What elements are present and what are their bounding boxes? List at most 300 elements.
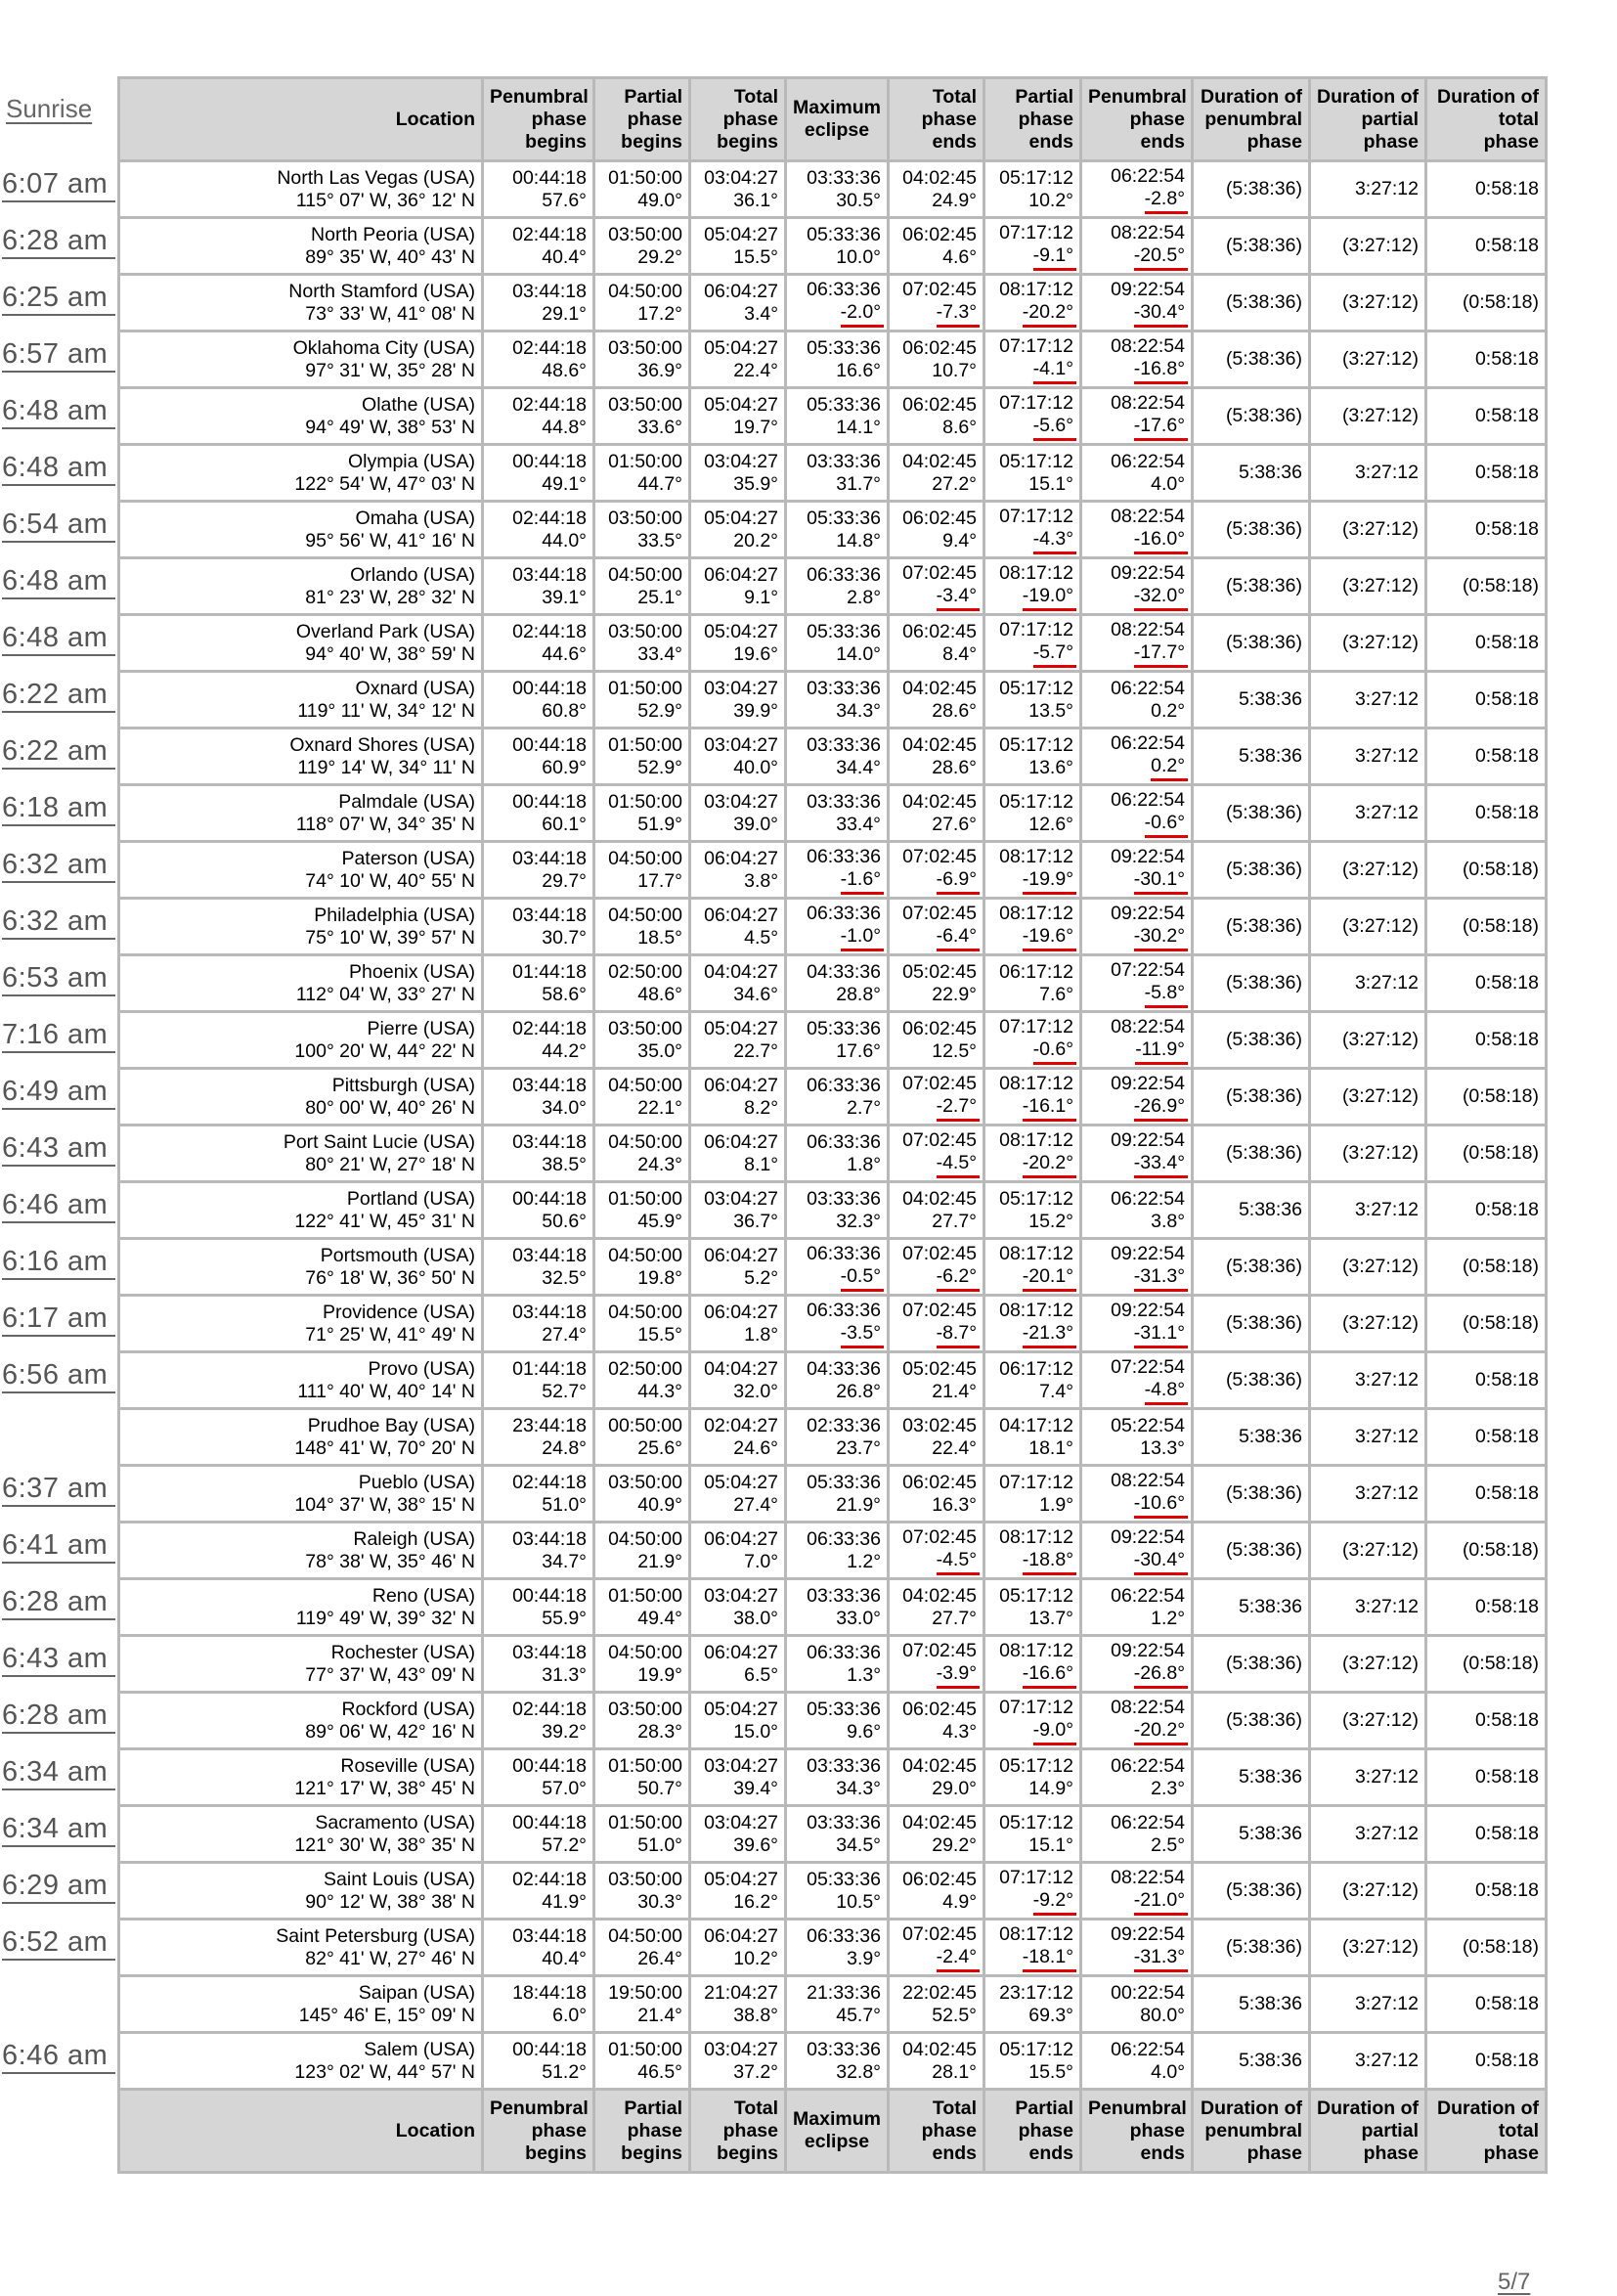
sunrise-time[interactable]: 6:49 am	[2, 1075, 115, 1110]
altitude-wrap	[490, 1664, 587, 1687]
location-coords: 78° 38' W, 35° 46' N	[305, 1550, 475, 1572]
sun-altitude: -7.3°	[937, 301, 980, 328]
phase-cell-pb	[483, 445, 594, 502]
phase-cell-te	[889, 1693, 984, 1749]
phase-cell-ab	[594, 1352, 690, 1409]
phase-cell-tb	[690, 1296, 786, 1352]
sun-altitude: -31.3°	[1134, 1265, 1188, 1292]
altitude-wrap	[896, 246, 977, 269]
sun-altitude: 52.7°	[542, 1380, 587, 1402]
phase-time: 03:04:27	[704, 1754, 778, 1777]
altitude-wrap	[490, 1891, 587, 1914]
phase-time: 03:33:36	[807, 1187, 881, 1210]
altitude-wrap	[1088, 188, 1185, 214]
duration-cell-d3: 0:58:18	[1426, 1466, 1547, 1523]
altitude-wrap	[490, 1267, 587, 1290]
phase-time: 05:04:27	[704, 223, 778, 245]
location-coords: 122° 41' W, 45° 31' N	[294, 1210, 475, 1232]
phase-cell-pb	[483, 275, 594, 331]
sun-altitude: 49.1°	[542, 472, 587, 495]
sunrise-time[interactable]: 6:32 am	[2, 848, 115, 883]
duration-cell-d2: (3:27:12)	[1310, 1239, 1426, 1296]
altitude-wrap	[896, 417, 977, 439]
duration-cell-d2: 3:27:12	[1310, 672, 1426, 729]
phase-cell-pe	[1081, 445, 1193, 502]
location-cell	[119, 1466, 483, 1523]
duration-cell-d1: (5:38:36)	[1193, 1352, 1310, 1409]
altitude-wrap	[601, 1721, 682, 1744]
phase-time: 03:50:00	[608, 1017, 682, 1039]
table-row	[119, 275, 1547, 331]
phase-time: 03:50:00	[608, 336, 682, 359]
duration-cell-d2: (3:27:12)	[1310, 502, 1426, 558]
phase-time: 02:44:18	[512, 393, 587, 416]
altitude-wrap	[490, 1778, 587, 1800]
header-line: Total	[932, 2097, 977, 2119]
sunrise-time[interactable]: 6:53 am	[2, 961, 115, 996]
phase-cell-pe	[1081, 1239, 1193, 1296]
duration-cell-d2: 3:27:12	[1310, 2033, 1426, 2090]
duration-cell-d2: (3:27:12)	[1310, 275, 1426, 331]
location-coords: 97° 31' W, 35° 28' N	[305, 359, 475, 381]
sun-altitude: 26.4°	[637, 1947, 682, 1969]
duration-cell-d1: 5:38:36	[1193, 2033, 1310, 2090]
altitude-wrap	[793, 700, 881, 723]
sun-altitude: 45.9°	[637, 1210, 682, 1232]
phase-cell-mx	[786, 218, 889, 275]
sun-altitude: -16.0°	[1134, 528, 1188, 554]
location-name: Rockford (USA)	[341, 1698, 475, 1720]
phase-time: 08:17:12	[999, 1242, 1073, 1264]
sun-altitude: 44.7°	[637, 472, 682, 495]
sun-altitude: 44.3°	[637, 1380, 682, 1402]
location-cell	[119, 1409, 483, 1466]
phase-cell-ae	[984, 1693, 1081, 1749]
sun-altitude: -8.7°	[937, 1322, 980, 1348]
altitude-wrap	[793, 301, 881, 328]
duration-cell-d3: 0:58:18	[1426, 388, 1547, 445]
sun-altitude: -2.0°	[841, 301, 884, 328]
location-name: Portland (USA)	[346, 1187, 475, 1210]
phase-cell-ae	[984, 1069, 1081, 1126]
location-coords: 89° 06' W, 42° 16' N	[305, 1720, 475, 1743]
sun-altitude: 44.0°	[542, 529, 587, 552]
sun-altitude: 39.2°	[542, 1720, 587, 1743]
sun-altitude: 1.3°	[847, 1663, 881, 1686]
phase-time: 06:04:27	[704, 1074, 778, 1096]
location-cell	[119, 1352, 483, 1409]
sun-altitude: 14.9°	[1028, 1777, 1073, 1799]
sun-altitude: 69.3°	[1028, 2004, 1073, 2026]
altitude-wrap	[793, 1211, 881, 1233]
altitude-wrap	[991, 1381, 1073, 1403]
location-coords: 81° 23' W, 28° 32' N	[305, 586, 475, 608]
phase-time: 03:44:18	[512, 563, 587, 586]
sunrise-time[interactable]: 6:28 am	[2, 1699, 115, 1734]
altitude-wrap	[601, 1778, 682, 1800]
altitude-wrap	[697, 1437, 778, 1460]
phase-time: 04:33:36	[807, 1357, 881, 1380]
table-row	[119, 1863, 1547, 1920]
phase-time: 05:33:36	[807, 336, 881, 359]
phase-cell-tb	[690, 1239, 786, 1296]
table-row	[119, 615, 1547, 672]
phase-cell-pe	[1081, 1749, 1193, 1806]
altitude-wrap	[601, 1664, 682, 1687]
phase-time: 04:50:00	[608, 1301, 682, 1323]
phase-cell-te	[889, 1296, 984, 1352]
phase-cell-ab	[594, 1749, 690, 1806]
sunrise-time[interactable]: 6:54 am	[2, 508, 115, 543]
sun-altitude: 60.1°	[542, 813, 587, 835]
phase-time: 02:44:18	[512, 620, 587, 642]
phase-time: 05:04:27	[704, 620, 778, 642]
phase-time: 07:17:12	[999, 618, 1073, 640]
phase-time: 03:44:18	[512, 1130, 587, 1153]
location-cell	[119, 1069, 483, 1126]
altitude-wrap	[793, 1551, 881, 1573]
phase-time: 08:22:54	[1111, 618, 1185, 640]
sunrise-time[interactable]: 6:57 am	[2, 337, 115, 373]
location-coords: 118° 07' W, 34° 35' N	[295, 813, 475, 835]
phase-time: 00:44:18	[512, 677, 587, 699]
duration-cell-d3: 0:58:18	[1426, 615, 1547, 672]
altitude-wrap	[896, 643, 977, 666]
phase-time: 21:04:27	[704, 1981, 778, 2004]
phase-cell-ae	[984, 331, 1081, 388]
sun-altitude: 7.4°	[1039, 1380, 1073, 1402]
sunrise-time[interactable]: 6:25 am	[2, 281, 115, 316]
phase-time: 04:02:45	[902, 166, 977, 189]
header-line: Total	[733, 2097, 778, 2119]
table-row	[119, 1466, 1547, 1523]
sunrise-time[interactable]: 6:22 am	[2, 734, 115, 770]
location-cell	[119, 558, 483, 615]
altitude-wrap	[1088, 1322, 1185, 1348]
altitude-wrap	[991, 473, 1073, 496]
header-line: Duration of	[1201, 85, 1302, 108]
table-row	[119, 672, 1547, 729]
sun-altitude: -9.2°	[1033, 1889, 1076, 1916]
phase-cell-te	[889, 1920, 984, 1976]
sunrise-time[interactable]: 6:22 am	[2, 678, 115, 713]
phase-time: 06:02:45	[902, 393, 977, 416]
phase-time: 04:50:00	[608, 1641, 682, 1663]
location-coords: 119° 49' W, 39° 32' N	[295, 1607, 475, 1629]
header-col-10	[1426, 78, 1547, 161]
sun-altitude: 32.0°	[733, 1380, 778, 1402]
duration-cell-d1: (5:38:36)	[1193, 502, 1310, 558]
location-coords: 112° 04' W, 33° 27' N	[295, 983, 475, 1005]
duration-cell-d3: 0:58:18	[1426, 445, 1547, 502]
sunrise-time[interactable]: 6:46 am	[2, 2039, 115, 2074]
phase-time: 06:04:27	[704, 280, 778, 302]
sunrise-time[interactable]: 6:37 am	[2, 1472, 115, 1507]
phase-cell-pe	[1081, 161, 1193, 218]
page-number[interactable]: 5/7	[1498, 2269, 1531, 2295]
sunrise-time[interactable]: 6:48 am	[2, 621, 115, 656]
sunrise-time[interactable]: 6:18 am	[2, 791, 115, 826]
phase-cell-mx	[786, 558, 889, 615]
header-col-1	[483, 78, 594, 161]
phase-time: 07:02:45	[902, 1072, 977, 1094]
duration-cell-d1: (5:38:36)	[1193, 1126, 1310, 1182]
altitude-wrap	[896, 2061, 977, 2084]
phase-time: 04:02:45	[902, 1811, 977, 1833]
phase-time: 04:02:45	[902, 733, 977, 756]
phase-cell-pe	[1081, 1579, 1193, 1636]
sun-altitude: 8.1°	[744, 1153, 778, 1175]
phase-time: 03:04:27	[704, 677, 778, 699]
phase-time: 06:33:36	[807, 1242, 881, 1264]
duration-cell-d2: (3:27:12)	[1310, 1636, 1426, 1693]
sun-altitude: 51.0°	[637, 1833, 682, 1856]
duration-cell-d3: (0:58:18)	[1426, 1636, 1547, 1693]
phase-time: 07:17:12	[999, 1015, 1073, 1038]
phase-time: 03:44:18	[512, 1641, 587, 1663]
phase-time: 06:22:54	[1111, 731, 1185, 754]
phase-time: 09:22:54	[1111, 1525, 1185, 1548]
sunrise-time[interactable]: 6:48 am	[2, 394, 115, 429]
duration-cell-d2: 3:27:12	[1310, 161, 1426, 218]
altitude-wrap	[697, 417, 778, 439]
altitude-wrap	[896, 1437, 977, 1460]
altitude-wrap	[896, 1662, 977, 1689]
sunrise-time[interactable]: 6:28 am	[2, 1585, 115, 1620]
phase-time: 05:02:45	[902, 1357, 977, 1380]
duration-cell-d2: (3:27:12)	[1310, 331, 1426, 388]
phase-cell-ab	[594, 955, 690, 1012]
sun-altitude: -4.3°	[1033, 528, 1076, 554]
phase-time: 03:50:00	[608, 507, 682, 529]
sunrise-time[interactable]: 6:34 am	[2, 1812, 115, 1847]
altitude-wrap	[697, 1494, 778, 1517]
phase-cell-mx	[786, 1749, 889, 1806]
sun-altitude: 24.8°	[542, 1436, 587, 1459]
altitude-wrap	[1088, 1834, 1185, 1857]
sun-altitude: 36.7°	[733, 1210, 778, 1232]
altitude-wrap	[1088, 1608, 1185, 1630]
header-line: phase	[1363, 130, 1419, 153]
duration-cell-d2: (3:27:12)	[1310, 615, 1426, 672]
sun-altitude: -2.8°	[1145, 188, 1188, 214]
phase-cell-ab	[594, 785, 690, 842]
phase-cell-tb	[690, 1976, 786, 2033]
altitude-wrap	[697, 1721, 778, 1744]
phase-time: 05:17:12	[999, 733, 1073, 756]
altitude-wrap	[697, 2005, 778, 2027]
sunrise-time[interactable]: 6:07 am	[2, 167, 115, 202]
duration-cell-d2: 3:27:12	[1310, 445, 1426, 502]
altitude-wrap	[697, 870, 778, 893]
location-coords: 82° 41' W, 27° 46' N	[305, 1947, 475, 1969]
phase-cell-te	[889, 1126, 984, 1182]
phase-time: 06:04:27	[704, 563, 778, 586]
sun-altitude: 34.5°	[836, 1833, 881, 1856]
sun-altitude: 15.2°	[1028, 1210, 1073, 1232]
altitude-wrap	[601, 1324, 682, 1347]
header-line: Duration of	[1201, 2097, 1302, 2119]
altitude-wrap	[601, 530, 682, 552]
phase-cell-pe	[1081, 1296, 1193, 1352]
sunrise-time[interactable]: 6:52 am	[2, 1925, 115, 1961]
altitude-wrap	[601, 870, 682, 893]
phase-cell-mx	[786, 1693, 889, 1749]
phase-time: 04:02:45	[902, 2038, 977, 2060]
sunrise-time[interactable]: 6:17 am	[2, 1302, 115, 1337]
phase-cell-pe	[1081, 558, 1193, 615]
phase-time: 06:33:36	[807, 1074, 881, 1096]
altitude-wrap	[697, 587, 778, 609]
phase-time: 07:02:45	[902, 1299, 977, 1321]
sunrise-time[interactable]: 6:34 am	[2, 1755, 115, 1790]
sun-altitude: -1.6°	[841, 868, 884, 895]
altitude-wrap	[896, 190, 977, 212]
phase-cell-tb	[690, 842, 786, 899]
phase-cell-te	[889, 1069, 984, 1126]
sun-altitude: 57.0°	[542, 1777, 587, 1799]
altitude-wrap	[793, 1721, 881, 1744]
phase-cell-tb	[690, 729, 786, 785]
table-row	[119, 1806, 1547, 1863]
phase-time: 05:02:45	[902, 960, 977, 983]
phase-cell-ab	[594, 1806, 690, 1863]
sun-altitude: -18.8°	[1023, 1549, 1076, 1575]
sunrise-time[interactable]: 6:32 am	[2, 905, 115, 940]
duration-cell-d3: (0:58:18)	[1426, 275, 1547, 331]
sunrise-time[interactable]: 6:43 am	[2, 1131, 115, 1167]
phase-cell-mx	[786, 388, 889, 445]
phase-cell-pb	[483, 955, 594, 1012]
duration-cell-d1: (5:38:36)	[1193, 1920, 1310, 1976]
location-name: Sacramento (USA)	[315, 1811, 475, 1833]
header-line: phase	[921, 108, 977, 130]
phase-time: 05:04:27	[704, 1471, 778, 1493]
sun-altitude: 33.6°	[637, 416, 682, 438]
sunrise-time[interactable]: 7:16 am	[2, 1018, 115, 1053]
altitude-wrap	[793, 587, 881, 609]
altitude-wrap	[1088, 585, 1185, 611]
phase-time: 09:22:54	[1111, 1128, 1185, 1151]
altitude-wrap	[793, 1664, 881, 1687]
phase-time: 04:17:12	[999, 1414, 1073, 1436]
sun-altitude: 32.8°	[836, 2060, 881, 2083]
header-line: begins	[525, 2141, 587, 2164]
phase-time: 06:04:27	[704, 1301, 778, 1323]
phase-time: 07:02:45	[902, 1639, 977, 1661]
duration-cell-d2: (3:27:12)	[1310, 1863, 1426, 1920]
duration-cell-d2: (3:27:12)	[1310, 899, 1426, 955]
altitude-wrap	[991, 1322, 1073, 1348]
sunrise-time[interactable]: 6:28 am	[2, 224, 115, 259]
altitude-wrap	[896, 925, 977, 951]
altitude-wrap	[793, 1097, 881, 1120]
phase-time: 00:44:18	[512, 2038, 587, 2060]
phase-time: 06:33:36	[807, 1924, 881, 1947]
phase-time: 00:44:18	[512, 1187, 587, 1210]
sun-altitude: 34.7°	[542, 1550, 587, 1572]
altitude-wrap	[490, 814, 587, 836]
header-line: phase	[1363, 2141, 1419, 2164]
sunrise-time[interactable]: 6:41 am	[2, 1528, 115, 1564]
altitude-wrap	[490, 2005, 587, 2027]
phase-time: 03:04:27	[704, 733, 778, 756]
phase-cell-te	[889, 842, 984, 899]
phase-cell-ab	[594, 1920, 690, 1976]
duration-cell-d3: 0:58:18	[1426, 785, 1547, 842]
phase-time: 09:22:54	[1111, 561, 1185, 584]
sunrise-time[interactable]: 6:43 am	[2, 1642, 115, 1677]
altitude-wrap	[601, 984, 682, 1006]
phase-time: 08:17:12	[999, 1639, 1073, 1661]
sun-altitude: 51.9°	[637, 813, 682, 835]
altitude-wrap	[991, 984, 1073, 1006]
phase-cell-pb	[483, 672, 594, 729]
phase-cell-pb	[483, 1239, 594, 1296]
altitude-wrap	[697, 700, 778, 723]
altitude-wrap	[793, 1494, 881, 1517]
location-cell	[119, 1296, 483, 1352]
phase-cell-mx	[786, 2033, 889, 2090]
altitude-wrap	[896, 1494, 977, 1517]
sun-altitude: -9.1°	[1033, 244, 1076, 271]
phase-cell-ab	[594, 615, 690, 672]
sunrise-time[interactable]: 6:16 am	[2, 1245, 115, 1280]
altitude-wrap	[896, 530, 977, 552]
phase-time: 06:02:45	[902, 1471, 977, 1493]
location-coords: 122° 54' W, 47° 03' N	[294, 472, 475, 495]
phase-cell-ab	[594, 218, 690, 275]
sun-altitude: 28.1°	[932, 2060, 977, 2083]
phase-time: 06:22:54	[1111, 1811, 1185, 1833]
phase-cell-pb	[483, 1409, 594, 1466]
altitude-wrap	[1088, 244, 1185, 271]
phase-time: 05:33:36	[807, 1017, 881, 1039]
phase-cell-pe	[1081, 842, 1193, 899]
sun-altitude: 60.9°	[542, 756, 587, 778]
phase-time: 04:02:45	[902, 1584, 977, 1607]
phase-time: 09:22:54	[1111, 1299, 1185, 1321]
phase-cell-ab	[594, 1863, 690, 1920]
altitude-wrap	[697, 246, 778, 269]
altitude-wrap	[793, 1381, 881, 1403]
location-name: Oxnard (USA)	[355, 677, 475, 699]
sunrise-time[interactable]: 6:48 am	[2, 564, 115, 599]
phase-cell-pe	[1081, 672, 1193, 729]
phase-cell-mx	[786, 1352, 889, 1409]
sun-altitude: -31.1°	[1134, 1322, 1188, 1348]
sun-altitude: 16.2°	[733, 1890, 778, 1913]
sunrise-time[interactable]: 6:29 am	[2, 1869, 115, 1904]
sun-altitude: 15.5°	[1028, 2060, 1073, 2083]
header-line: Partial	[1015, 2097, 1073, 2119]
sun-altitude: 27.7°	[932, 1210, 977, 1232]
location-cell	[119, 729, 483, 785]
phase-cell-pe	[1081, 388, 1193, 445]
sunrise-time[interactable]: 6:56 am	[2, 1358, 115, 1393]
phase-time: 05:33:36	[807, 393, 881, 416]
duration-cell-d3: 0:58:18	[1426, 672, 1547, 729]
sunrise-time[interactable]: 6:46 am	[2, 1188, 115, 1223]
phase-cell-te	[889, 1749, 984, 1806]
sunrise-time[interactable]: 6:48 am	[2, 451, 115, 486]
location-name: Paterson (USA)	[341, 847, 475, 869]
sun-altitude: 29.7°	[542, 869, 587, 892]
phase-time: 05:33:36	[807, 507, 881, 529]
sunrise-header[interactable]: Sunrise	[6, 94, 93, 123]
header-line: Penumbral	[490, 85, 589, 108]
altitude-wrap	[601, 587, 682, 609]
